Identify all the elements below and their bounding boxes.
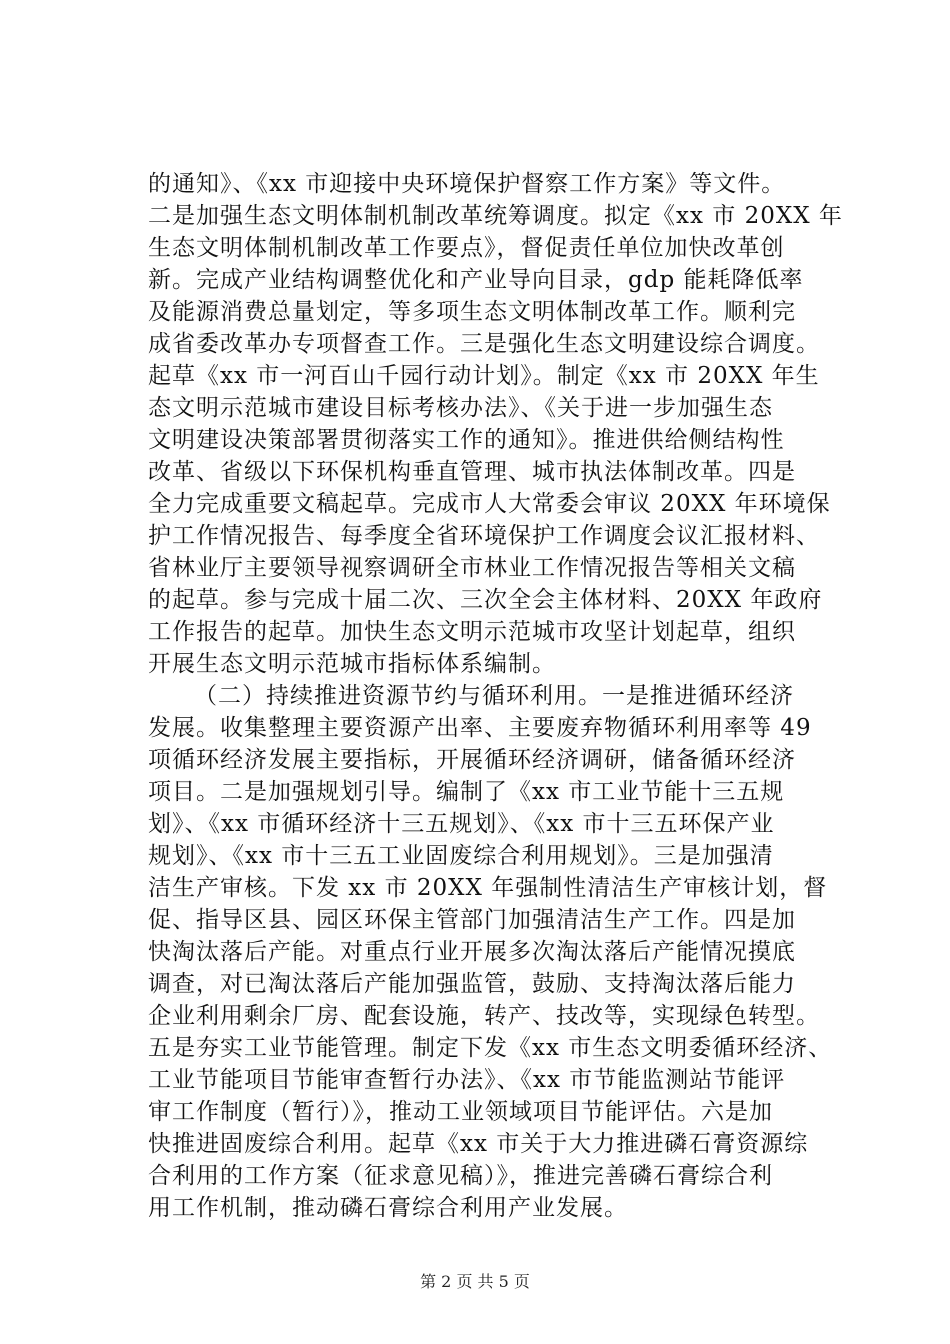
text-line: 及能源消费总量划定，等多项生态文明体制改革工作。顺利完 bbox=[148, 299, 796, 325]
section-heading-line: （二）持续推进资源节约与循环利用。一是推进循环经济 bbox=[194, 683, 794, 709]
text-line: 洁生产审核。下发 xx 市 20XX 年强制性清洁生产审核计划，督 bbox=[148, 875, 828, 901]
text-line: 护工作情况报告、每季度全省环境保护工作调度会议汇报材料、 bbox=[148, 523, 820, 549]
text-line: 工作报告的起草。加快生态文明示范城市攻坚计划起草，组织 bbox=[148, 619, 796, 645]
text-line: 快淘汰落后产能。对重点行业开展多次淘汰落后产能情况摸底 bbox=[148, 939, 796, 965]
text-line: 划》、《xx 市循环经济十三五规划》、《xx 市十三五环保产业 bbox=[148, 811, 775, 837]
text-line: 的起草。参与完成十届二次、三次全会主体材料、20XX 年政府 bbox=[148, 587, 823, 613]
text-line: 项循环经济发展主要指标，开展循环经济调研，储备循环经济 bbox=[148, 747, 796, 773]
text-line: 工业节能项目节能审查暂行办法》、《xx 市节能监测站节能评 bbox=[148, 1067, 786, 1093]
text-line: 的通知》、《xx 市迎接中央环境保护督察工作方案》等文件。 bbox=[148, 171, 786, 197]
text-line: 调查，对已淘汰落后产能加强监管，鼓励、支持淘汰落后能力 bbox=[148, 971, 796, 997]
text-line: 全力完成重要文稿起草。完成市人大常委会审议 20XX 年环境保 bbox=[148, 491, 831, 517]
text-line: 成省委改革办专项督查工作。三是强化生态文明建设综合调度。 bbox=[148, 331, 820, 357]
text-line: 项目。二是加强规划引导。编制了《xx 市工业节能十三五规 bbox=[148, 779, 785, 805]
text-line: 促、指导区县、园区环保主管部门加强清洁生产工作。四是加 bbox=[148, 907, 796, 933]
page-number-footer: 第 2 页 共 5 页 bbox=[420, 1272, 530, 1291]
text-line: 改革、省级以下环保机构垂直管理、城市执法体制改革。四是 bbox=[148, 459, 796, 485]
text-line: 五是夯实工业节能管理。制定下发《xx 市生态文明委循环经济、 bbox=[148, 1035, 833, 1061]
text-line: 态文明示范城市建设目标考核办法》、《关于进一步加强生态 bbox=[148, 395, 773, 421]
text-line: 生态文明体制机制改革工作要点》，督促责任单位加快改革创 bbox=[148, 235, 785, 261]
text-line: 快推进固废综合利用。起草《xx 市关于大力推进磷石膏资源综 bbox=[148, 1131, 809, 1157]
text-line: 用工作机制，推动磷石膏综合利用产业发展。 bbox=[148, 1195, 628, 1221]
text-line: 文明建设决策部署贯彻落实工作的通知》。推进供给侧结构性 bbox=[148, 427, 785, 453]
text-line: 开展生态文明示范城市指标体系编制。 bbox=[148, 651, 556, 677]
text-line: 企业利用剩余厂房、配套设施，转产、技改等，实现绿色转型。 bbox=[148, 1003, 820, 1029]
text-line: 发展。收集整理主要资源产出率、主要废弃物循环利用率等 49 bbox=[148, 715, 812, 741]
document-body bbox=[148, 168, 843, 1224]
text-line: 省林业厅主要领导视察调研全市林业工作情况报告等相关文稿 bbox=[148, 555, 796, 581]
text-line: 新。完成产业结构调整优化和产业导向目录，gdp 能耗降低率 bbox=[148, 267, 804, 293]
text-line: 规划》、《xx 市十三五工业固废综合利用规划》。三是加强清 bbox=[148, 843, 774, 869]
text-line: 起草《xx 市一河百山千园行动计划》。制定《xx 市 20XX 年生 bbox=[148, 363, 820, 389]
text-line: 审工作制度（暂行）》，推动工业领域项目节能评估。六是加 bbox=[148, 1099, 773, 1125]
text-line: 二是加强生态文明体制机制改革统筹调度。拟定《xx 市 20XX 年 bbox=[148, 203, 843, 229]
text-line: 合利用的工作方案（征求意见稿）》，推进完善磷石膏综合利 bbox=[148, 1163, 773, 1189]
